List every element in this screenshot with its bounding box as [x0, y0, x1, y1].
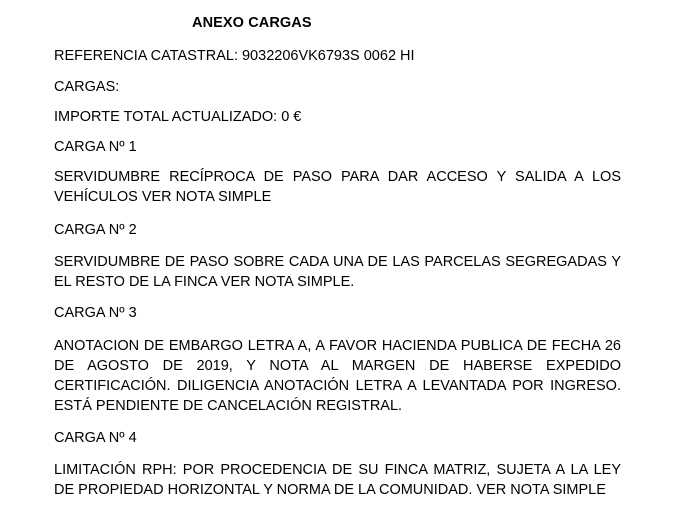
- carga-3-text: ANOTACION DE EMBARGO LETRA A, A FAVOR HACIENDA PUBLICA DE FECHA 26 DE AGOSTO DE 2019, Y NOTA AL MARGEN DE HABERSE EXPEDIDO CERTIFICACIÓN. DILIGENCIA ANOTACIÓN LETRA A LEVANTADA POR INGRESO. ESTÁ PENDIENTE DE CANCELACIÓN REGISTRAL.: [54, 338, 621, 414]
- carga-2-heading: CARGA Nº 2: [54, 222, 137, 238]
- referencia-catastral: REFERENCIA CATASTRAL: 9032206VK6793S 0062 HI: [54, 48, 415, 64]
- carga-4-heading: CARGA Nº 4: [54, 430, 137, 446]
- importe-total: IMPORTE TOTAL ACTUALIZADO: 0 €: [54, 109, 302, 125]
- carga-4-text: LIMITACIÓN RPH: POR PROCEDENCIA DE SU FINCA MATRIZ, SUJETA A LA LEY DE PROPIEDAD HORIZONTAL Y NORMA DE LA COMUNIDAD. VER NOTA SIMPLE: [54, 462, 621, 498]
- carga-1-text: SERVIDUMBRE RECÍPROCA DE PASO PARA DAR ACCESO Y SALIDA A LOS VEHÍCULOS VER NOTA SIMPLE: [54, 169, 621, 205]
- cargas-label: CARGAS:: [54, 79, 120, 95]
- carga-2-text: SERVIDUMBRE DE PASO SOBRE CADA UNA DE LAS PARCELAS SEGREGADAS Y EL RESTO DE LA FINCA VER NOTA SIMPLE.: [54, 254, 621, 290]
- carga-3-heading: CARGA Nº 3: [54, 305, 137, 321]
- page-title: ANEXO CARGAS: [192, 15, 312, 31]
- carga-1-heading: CARGA Nº 1: [54, 139, 137, 155]
